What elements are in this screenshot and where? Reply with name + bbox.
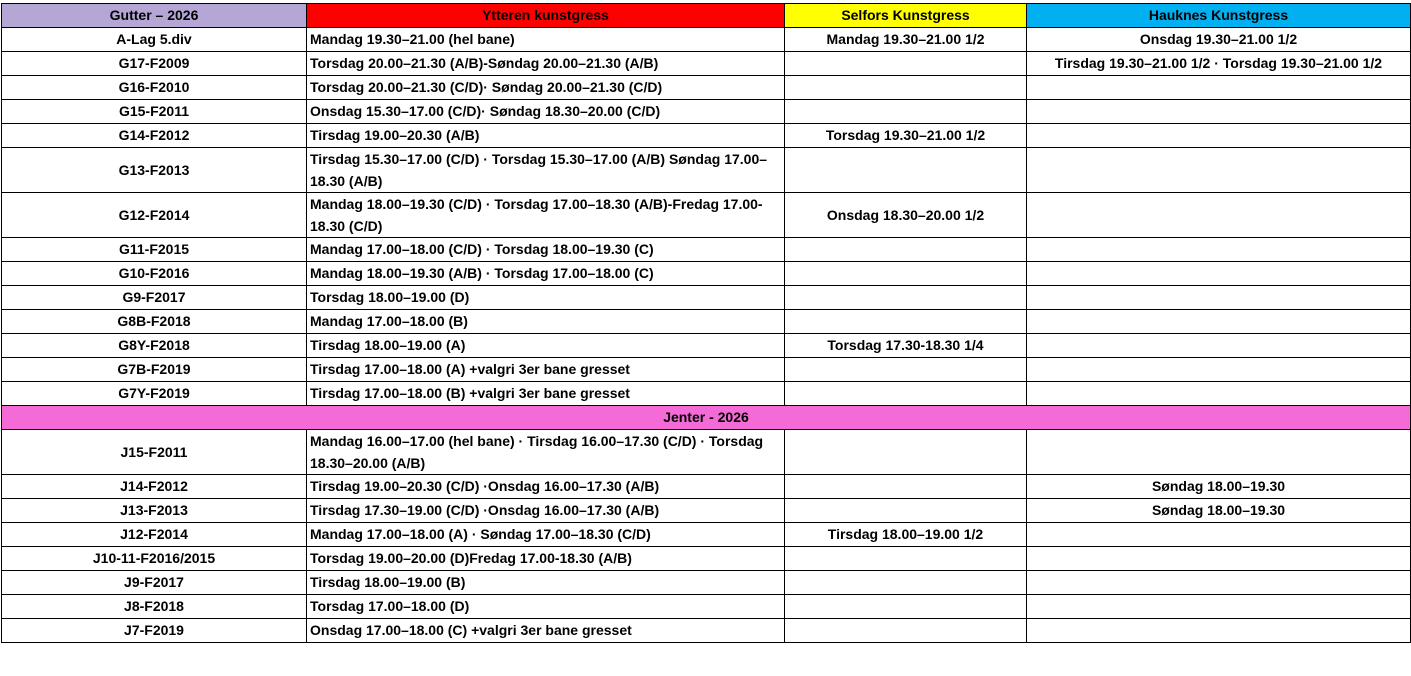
selfors-cell [785,430,1027,475]
ytteren-cell: Tirsdag 17.00–18.00 (A) +valgri 3er bane gresset [307,358,785,382]
header-team: Gutter – 2026 [2,4,307,28]
hauknes-cell [1027,358,1411,382]
selfors-cell [785,148,1027,193]
ytteren-cell: Tirsdag 18.00–19.00 (B) [307,571,785,595]
hauknes-cell [1027,619,1411,643]
table-row [2,334,1411,358]
table-row [2,358,1411,382]
hauknes-cell [1027,238,1411,262]
girls-section [2,430,1411,643]
table-row [2,310,1411,334]
selfors-cell: Torsdag 19.30–21.00 1/2 [785,124,1027,148]
table-row [2,100,1411,124]
hauknes-cell [1027,262,1411,286]
team-cell: G9-F2017 [2,286,307,310]
hauknes-cell [1027,76,1411,100]
table-row [2,475,1411,499]
table-row [2,571,1411,595]
team-cell: A-Lag 5.div [2,28,307,52]
hauknes-cell [1027,382,1411,406]
ytteren-cell: Tirsdag 19.00–20.30 (C/D) ·Onsdag 16.00–17.30 (A/B) [307,475,785,499]
selfors-cell [785,238,1027,262]
selfors-cell [785,52,1027,76]
hauknes-cell: Onsdag 19.30–21.00 1/2 [1027,28,1411,52]
hauknes-cell [1027,547,1411,571]
header-hauknes: Hauknes Kunstgress [1027,4,1411,28]
ytteren-cell: Tirsdag 17.30–19.00 (C/D) ·Onsdag 16.00–17.30 (A/B) [307,499,785,523]
hauknes-cell [1027,310,1411,334]
ytteren-cell: Mandag 17.00–18.00 (A) · Søndag 17.00–18.30 (C/D) [307,523,785,547]
ytteren-cell: Torsdag 18.00–19.00 (D) [307,286,785,310]
selfors-cell: Mandag 19.30–21.00 1/2 [785,28,1027,52]
table-row [2,148,1411,193]
header-row [2,4,1411,28]
team-cell: J12-F2014 [2,523,307,547]
team-cell: G14-F2012 [2,124,307,148]
hauknes-cell [1027,571,1411,595]
hauknes-cell [1027,523,1411,547]
ytteren-cell: Tirsdag 17.00–18.00 (B) +valgri 3er bane gresset [307,382,785,406]
team-cell: J15-F2011 [2,430,307,475]
selfors-cell [785,475,1027,499]
selfors-cell [785,499,1027,523]
table-row [2,52,1411,76]
team-cell: G16-F2010 [2,76,307,100]
hauknes-cell [1027,430,1411,475]
ytteren-cell: Mandag 16.00–17.00 (hel bane) · Tirsdag 16.00–17.30 (C/D) · Torsdag 18.30–20.00 (A/B) [307,430,785,475]
team-cell: G12-F2014 [2,193,307,238]
selfors-cell [785,571,1027,595]
ytteren-cell: Mandag 19.30–21.00 (hel bane) [307,28,785,52]
section-row [2,406,1411,430]
section-jenter: Jenter - 2026 [2,406,1411,430]
hauknes-cell: Søndag 18.00–19.30 [1027,475,1411,499]
team-cell: G11-F2015 [2,238,307,262]
table-row [2,499,1411,523]
table-row [2,76,1411,100]
selfors-cell [785,76,1027,100]
training-schedule-table [1,3,1411,643]
ytteren-cell: Onsdag 15.30–17.00 (C/D)· Søndag 18.30–20.00 (C/D) [307,100,785,124]
team-cell: J7-F2019 [2,619,307,643]
header-ytteren: Ytteren kunstgress [307,4,785,28]
table-row [2,262,1411,286]
table-row [2,619,1411,643]
table-row [2,124,1411,148]
girls-section-header [2,406,1411,430]
hauknes-cell [1027,100,1411,124]
team-cell: G10-F2016 [2,262,307,286]
hauknes-cell [1027,148,1411,193]
hauknes-cell: Søndag 18.00–19.30 [1027,499,1411,523]
hauknes-cell [1027,286,1411,310]
selfors-cell: Torsdag 17.30-18.30 1/4 [785,334,1027,358]
hauknes-cell [1027,124,1411,148]
team-cell: G17-F2009 [2,52,307,76]
hauknes-cell [1027,595,1411,619]
team-cell: G15-F2011 [2,100,307,124]
ytteren-cell: Torsdag 20.00–21.30 (A/B)-Søndag 20.00–21.30 (A/B) [307,52,785,76]
ytteren-cell: Tirsdag 15.30–17.00 (C/D) · Torsdag 15.30–17.00 (A/B) Søndag 17.00–18.30 (A/B) [307,148,785,193]
selfors-cell [785,619,1027,643]
selfors-cell [785,100,1027,124]
selfors-cell [785,547,1027,571]
table-row [2,238,1411,262]
table-row [2,28,1411,52]
team-cell: J8-F2018 [2,595,307,619]
table-row [2,547,1411,571]
hauknes-cell [1027,334,1411,358]
selfors-cell [785,286,1027,310]
hauknes-cell: Tirsdag 19.30–21.00 1/2 · Torsdag 19.30–21.00 1/2 [1027,52,1411,76]
team-cell: G7B-F2019 [2,358,307,382]
ytteren-cell: Torsdag 20.00–21.30 (C/D)· Søndag 20.00–21.30 (C/D) [307,76,785,100]
team-cell: J10-11-F2016/2015 [2,547,307,571]
table-row [2,286,1411,310]
ytteren-cell: Mandag 17.00–18.00 (C/D) · Torsdag 18.00–19.30 (C) [307,238,785,262]
selfors-cell: Tirsdag 18.00–19.00 1/2 [785,523,1027,547]
team-cell: G8B-F2018 [2,310,307,334]
table-row [2,193,1411,238]
selfors-cell [785,595,1027,619]
header-selfors: Selfors Kunstgress [785,4,1027,28]
hauknes-cell [1027,193,1411,238]
team-cell: J13-F2013 [2,499,307,523]
ytteren-cell: Mandag 18.00–19.30 (A/B) · Torsdag 17.00–18.00 (C) [307,262,785,286]
table-row [2,382,1411,406]
table-row [2,430,1411,475]
selfors-cell: Onsdag 18.30–20.00 1/2 [785,193,1027,238]
ytteren-cell: Tirsdag 19.00–20.30 (A/B) [307,124,785,148]
selfors-cell [785,382,1027,406]
selfors-cell [785,262,1027,286]
selfors-cell [785,358,1027,382]
ytteren-cell: Torsdag 17.00–18.00 (D) [307,595,785,619]
team-cell: J14-F2012 [2,475,307,499]
team-cell: G8Y-F2018 [2,334,307,358]
ytteren-cell: Torsdag 19.00–20.00 (D)Fredag 17.00-18.30 (A/B) [307,547,785,571]
selfors-cell [785,310,1027,334]
team-cell: G7Y-F2019 [2,382,307,406]
table-row [2,523,1411,547]
ytteren-cell: Tirsdag 18.00–19.00 (A) [307,334,785,358]
team-cell: J9-F2017 [2,571,307,595]
boys-section [2,28,1411,406]
table-row [2,595,1411,619]
ytteren-cell: Mandag 17.00–18.00 (B) [307,310,785,334]
ytteren-cell: Onsdag 17.00–18.00 (C) +valgri 3er bane gresset [307,619,785,643]
ytteren-cell: Mandag 18.00–19.30 (C/D) · Torsdag 17.00–18.30 (A/B)-Fredag 17.00-18.30 (C/D) [307,193,785,238]
team-cell: G13-F2013 [2,148,307,193]
